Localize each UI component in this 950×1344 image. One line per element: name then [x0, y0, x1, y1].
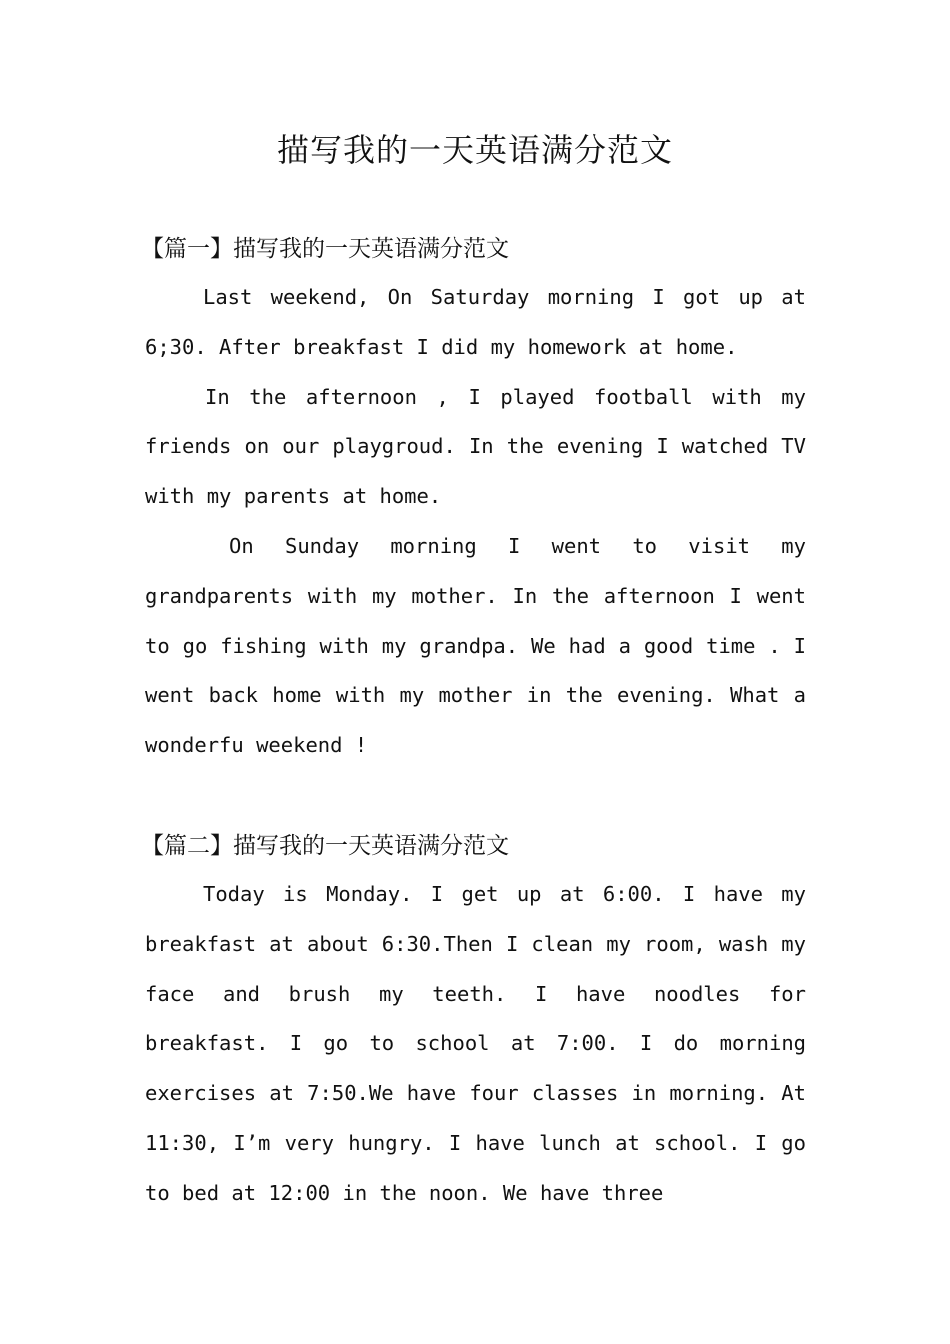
- section-two-paragraph-1: Today is Monday. I get up at 6:00. I have my breakfast at about 6:30.Then I clean my room, wash my face and brush my teeth. I have noodles for breakfast. I go to school at 7:00. I do morning exercises at 7:50.We have four classes in morning. At 11:30, I’m very hungry. I have lunch at school. I go to bed at 12:00 in the noon. We have three: [145, 882, 806, 1205]
- section-one-paragraph-2: In the afternoon , I played football with my friends on our playgroud. In the evening I watched TV with my parents at home.: [145, 384, 806, 509]
- section-one-paragraph-3: On Sunday morning I went to visit my grandparents with my mother. In the afternoon I went to go fishing with my grandpa. We had a good time . I went back home with my mother in the evening. What a wonderfu weekend !: [145, 533, 806, 758]
- section-one-paragraph-1: Last weekend, On Saturday morning I got up at 6;30. After breakfast I did my homework at home.: [145, 285, 806, 359]
- document-title: 描写我的一天英语满分范文: [276, 131, 673, 169]
- section-two: [141, 823, 806, 1219]
- section-two-heading: 【篇二】描写我的一天英语满分范文: [141, 833, 509, 859]
- section-one-heading: 【篇一】描写我的一天英语满分范文: [141, 236, 509, 262]
- section-one: [141, 226, 806, 771]
